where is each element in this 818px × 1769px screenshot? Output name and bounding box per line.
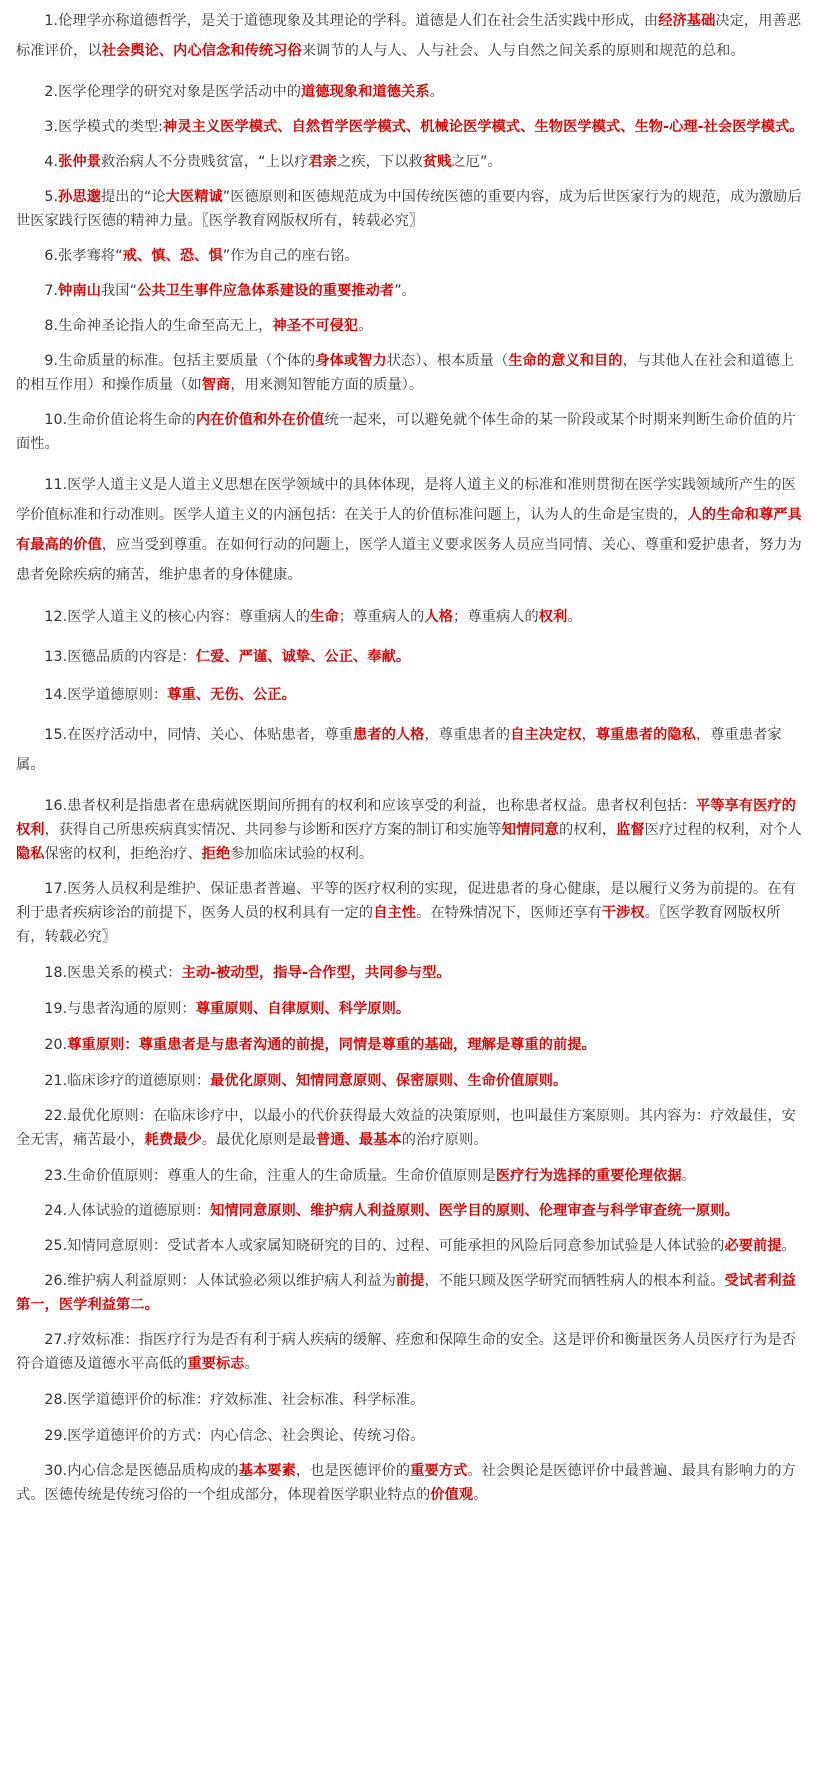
body-text: 10.生命价值论将生命的 — [44, 412, 196, 428]
highlight-text: 前提 — [395, 1273, 425, 1289]
highlight-text: 医疗行为选择的重要伦理依据 — [495, 1168, 682, 1184]
highlight-text: 权利 — [538, 609, 568, 625]
body-text: ，尊重患者的 — [424, 727, 511, 743]
body-text: ，不能只顾及医学研究而牺牲病人的根本利益。 — [424, 1273, 725, 1289]
highlight-text: 大医精诚 — [165, 189, 223, 205]
paragraph-23 — [16, 1163, 806, 1189]
highlight-text: 主动-被动型，指导-合作型，共同参与型。 — [181, 965, 451, 981]
body-text: 。社会舆论是医德评价中最普遍、最具有影响力的方式。医德传统是传统习俗的一个组成部分，体现着医学职业特点的 — [16, 1463, 796, 1503]
highlight-text: 生命 — [310, 609, 339, 625]
body-text: 5. — [44, 189, 59, 205]
paragraph-20 — [16, 1032, 806, 1058]
highlight-text: 重要方式 — [410, 1463, 468, 1479]
body-text: 28.医学道德评价的标准：疗效标准、社会标准、科学标准。 — [44, 1392, 425, 1408]
paragraph-9 — [16, 349, 806, 397]
highlight-text: 重要标志 — [187, 1356, 245, 1372]
highlight-text: 最优化原则、知情同意原则、保密原则、生命价值原则。 — [210, 1073, 568, 1089]
body-text: 8.生命神圣论指人的生命至高无上， — [44, 318, 273, 334]
highlight-text: 隐私 — [16, 846, 45, 862]
body-text: ”。 — [394, 283, 416, 299]
highlight-text: 拒绝 — [201, 846, 231, 862]
highlight-text: 仁爱、严谨、诚挚、公正、奉献。 — [195, 649, 411, 665]
body-text: 。 — [681, 1168, 696, 1184]
body-text: 14.医学道德原则： — [44, 687, 168, 703]
highlight-text: 知情同意 — [501, 822, 559, 838]
body-text: 决定，用善恶标准评价，以 — [16, 13, 802, 59]
paragraph-28 — [16, 1387, 806, 1413]
body-text: 我国“ — [101, 283, 138, 299]
body-text: ，获得自己所患疾病真实情况、共同参与诊断和医疗方案的制订和实施等 — [44, 822, 502, 838]
paragraph-21 — [16, 1068, 806, 1094]
body-text: 9.生命质量的标准。包括主要质量（个体的 — [44, 353, 316, 369]
highlight-text: 平等享有医疗的权利 — [16, 798, 796, 838]
body-text: 的权利， — [558, 822, 617, 838]
highlight-text: 贫贱 — [422, 154, 452, 170]
paragraph-30 — [16, 1459, 806, 1507]
highlight-text: 智商 — [201, 377, 231, 393]
paragraph-18 — [16, 960, 806, 986]
highlight-text: 神灵主义医学模式、自然哲学医学模式、机械论医学模式、生物医学模式、生物-心理-社会医学模式。 — [163, 119, 804, 135]
body-text: ，也是医德评价的 — [295, 1463, 411, 1479]
highlight-text: 钟南山 — [58, 283, 102, 299]
body-text: 参加临床试验的权利。 — [230, 846, 374, 862]
paragraph-19 — [16, 996, 806, 1022]
highlight-text: 耗费最少 — [144, 1132, 202, 1148]
paragraph-10 — [16, 408, 806, 456]
paragraph-16 — [16, 794, 806, 866]
body-text: 20. — [44, 1037, 68, 1053]
paragraph-3 — [16, 115, 806, 139]
highlight-text: 孙思邈 — [58, 189, 102, 205]
body-text: 来调节的人与人、人与社会、人与自然之间关系的原则和规范的总和。 — [301, 43, 745, 59]
body-text: 13.医德品质的内容是： — [44, 649, 196, 665]
body-text: 的治疗原则。 — [401, 1132, 488, 1148]
highlight-text: 受试者利益第一，医学利益第二。 — [16, 1273, 796, 1313]
highlight-text: 知情同意原则、维护病人利益原则、医学目的原则、伦理审查与科学审查统一原则。 — [210, 1203, 739, 1219]
highlight-text: 尊重原则、自律原则、科学原则。 — [195, 1001, 411, 1017]
body-text: 24.人体试验的道德原则： — [44, 1203, 211, 1219]
body-text: 29.医学道德评价的方式：内心信念、社会舆论、传统习俗。 — [44, 1428, 425, 1444]
body-text: 统一起来，可以避免就个体生命的某一阶段或某个时期来判断生命价值的片面性。 — [16, 412, 796, 452]
body-text: 12.医学人道主义的核心内容：尊重病人的 — [44, 609, 311, 625]
highlight-text: 经济基础 — [658, 13, 716, 29]
body-text: 26.维护病人利益原则：人体试验必须以维护病人利益为 — [44, 1273, 396, 1289]
highlight-text: 必要前提 — [724, 1238, 782, 1254]
paragraph-24 — [16, 1199, 806, 1223]
paragraph-7 — [16, 279, 806, 303]
body-text: 之厄”。 — [451, 154, 502, 170]
highlight-text: 患者的人格 — [353, 727, 425, 743]
paragraph-14 — [16, 682, 806, 708]
body-text: 。 — [429, 84, 444, 100]
body-text: 救治病人不分贵贱贫富，“上以疗 — [101, 154, 309, 170]
highlight-text: 戒、慎、恐、惧 — [122, 248, 223, 264]
paragraph-13 — [16, 644, 806, 670]
body-text: ”作为自己的座右铭。 — [222, 248, 359, 264]
paragraph-26 — [16, 1269, 806, 1317]
body-text: 16.患者权利是指患者在患病就医期间所拥有的权利和应该享受的利益，也称患者权益。患者权利包括： — [44, 798, 696, 814]
body-text: 7. — [44, 283, 59, 299]
body-text: 状态）、根本质量（ — [386, 353, 509, 369]
body-text: 。〖医学教育网版权所有，转载必究〗 — [16, 905, 781, 945]
body-text: 21.临床诊疗的道德原则： — [44, 1073, 211, 1089]
highlight-text: 普通、最基本 — [316, 1132, 402, 1148]
highlight-text: 尊重、无伤、公正。 — [167, 687, 296, 703]
body-text: 15.在医疗活动中，同情、关心、体贴患者，尊重 — [44, 727, 354, 743]
body-text: ；尊重病人的 — [338, 609, 425, 625]
body-text: 23.生命价值原则：尊重人的生命，注重人的生命质量。生命价值原则是 — [44, 1168, 496, 1184]
highlight-text: 君亲 — [308, 154, 338, 170]
body-text: 25.知情同意原则：受试者本人或家属知晓研究的目的、过程、可能承担的风险后同意参加试验是人体试验的 — [44, 1238, 725, 1254]
paragraph-25 — [16, 1234, 806, 1258]
body-text: 。 — [358, 318, 373, 334]
highlight-text: 道德现象和道德关系 — [301, 84, 430, 100]
paragraph-29 — [16, 1423, 806, 1449]
highlight-text: 公共卫生事件应急体系建设的重要推动者 — [137, 283, 395, 299]
highlight-text: 生命的意义和目的 — [508, 353, 623, 369]
highlight-text: 内在价值和外在价值 — [195, 412, 325, 428]
body-text: 。 — [244, 1356, 259, 1372]
highlight-text: 干涉权 — [601, 905, 645, 921]
body-text: 18.医患关系的模式： — [44, 965, 182, 981]
highlight-text: 尊重原则：尊重患者是与患者沟通的前提，同情是尊重的基础，理解是尊重的前提。 — [67, 1037, 596, 1053]
body-text: ”医德原则和医德规范成为中国传统医德的重要内容，成为后世医家行为的规范，成为激励后世医家践行医德的精神力量。〖医学教育网版权所有，转载必究〗 — [16, 189, 802, 229]
paragraph-27 — [16, 1328, 806, 1376]
paragraph-11 — [16, 470, 806, 590]
body-text: 2.医学伦理学的研究对象是医学活动中的 — [44, 84, 302, 100]
body-text: 提出的“论 — [101, 189, 166, 205]
paragraph-6 — [16, 244, 806, 268]
highlight-text: 人的生命和尊严具有最高的价值 — [16, 507, 802, 553]
body-text: 17.医务人员权利是维护、保证患者普遍、平等的医疗权利的实现，促进患者的身心健康，是以履行义务为前提的。在有利于患者疾病诊治的前提下，医务人员的权利具有一定的 — [16, 881, 796, 921]
body-text: 3.医学模式的类型: — [44, 119, 164, 135]
highlight-text: 社会舆论、内心信念和传统习俗 — [101, 43, 302, 59]
paragraph-22 — [16, 1104, 806, 1152]
body-text: 。 — [567, 609, 582, 625]
paragraph-4 — [16, 150, 806, 174]
body-text: ，尊重患者家属。 — [16, 727, 782, 773]
highlight-text: 尊重患者的隐私 — [595, 727, 696, 743]
body-text: ；尊重病人的 — [453, 609, 539, 625]
body-text: ，与其他人在社会和道德上的相互作用）和操作质量（如 — [16, 353, 795, 393]
body-text: 11.医学人道主义是人道主义思想在医学领域中的具体体现，是将人道主义的标准和准则贯彻在医学实践领域所产生的医学价值标准和行动准则。医学人道主义的内涵包括：在关于人的价值标准问题上，认为人的生命是宝贵的， — [16, 477, 796, 523]
highlight-text: 神圣不可侵犯 — [272, 318, 359, 334]
body-text: 医疗过程的权利，对个人 — [644, 822, 802, 838]
paragraph-15 — [16, 720, 806, 780]
paragraph-12 — [16, 604, 806, 630]
highlight-text: 张仲景 — [58, 154, 102, 170]
paragraph-17 — [16, 877, 806, 949]
body-text: 30.内心信念是医德品质构成的 — [44, 1463, 239, 1479]
highlight-text: 自主决定权 — [510, 727, 582, 743]
body-text: 4. — [44, 154, 59, 170]
body-text: ，应当受到尊重。在如何行动的问题上，医学人道主义要求医务人员应当同情、关心、尊重和爱护患者，努力为患者免除疾病的痛苦，维护患者的身体健康。 — [16, 537, 802, 583]
paragraph-1 — [16, 6, 806, 66]
body-text: 27.疗效标准：指医疗行为是否有利于病人疾病的缓解、痊愈和保障生命的安全。这是评价和衡量医务人员医疗行为是否符合道德及道德水平高低的 — [16, 1332, 796, 1372]
body-text: 之疾，下以救 — [337, 154, 423, 170]
body-text: 。最优化原则是最 — [201, 1132, 317, 1148]
body-text: ，用来测知智能方面的质量）。 — [230, 377, 424, 393]
highlight-text: 监督 — [616, 822, 645, 838]
highlight-text: 基本要素 — [238, 1463, 296, 1479]
body-text: 。 — [781, 1238, 796, 1254]
highlight-text: 自主性 — [373, 905, 417, 921]
paragraph-5 — [16, 185, 806, 233]
highlight-text: 价值观 — [430, 1487, 474, 1503]
body-text: 保密的权利，拒绝治疗、 — [44, 846, 202, 862]
body-text: 19.与患者沟通的原则： — [44, 1001, 196, 1017]
body-text: 。 — [473, 1487, 488, 1503]
highlight-text: 身体或智力 — [315, 353, 387, 369]
highlight-text: 人格 — [424, 609, 454, 625]
body-text: 6.张孝骞将“ — [44, 248, 123, 264]
body-text: ， — [581, 727, 596, 743]
body-text: 1.伦理学亦称道德哲学，是关于道德现象及其理论的学科。道德是人们在社会生活实践中形成，由 — [44, 13, 659, 29]
paragraph-2 — [16, 80, 806, 104]
body-text: 22.最优化原则：在临床诊疗中，以最小的代价获得最大效益的决策原则，也叫最佳方案原则。其内容为：疗效最佳，安全无害，痛苦最小， — [16, 1108, 796, 1148]
paragraph-8 — [16, 314, 806, 338]
body-text: 。在特殊情况下，医师还享有 — [416, 905, 602, 921]
